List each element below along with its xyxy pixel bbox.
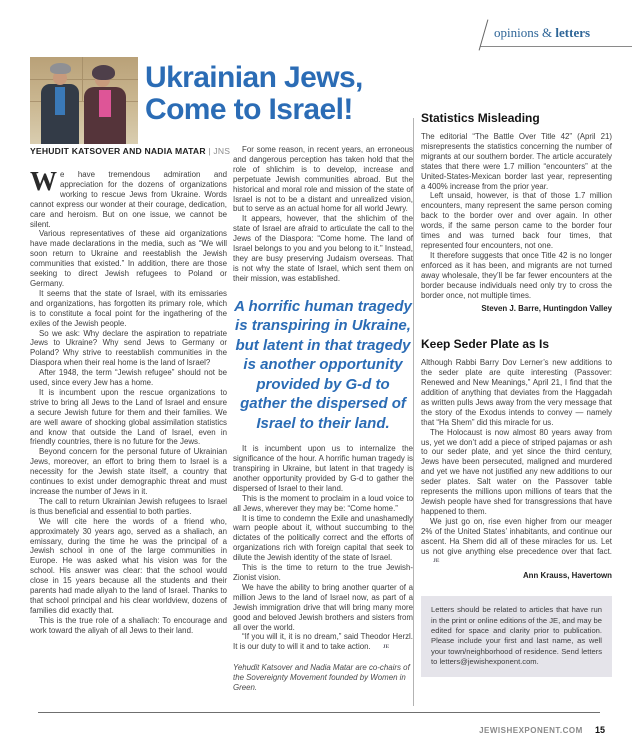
footer-page-number: 15 (594, 725, 605, 735)
footer-rule (38, 712, 600, 713)
paragraph-text: “If you will it, it is no dream,” said Theodor Herzl. It is our duty to will it and to take action. (233, 632, 413, 652)
slash-mark-icon (479, 19, 489, 50)
article-paragraph (30, 166, 227, 229)
paragraph-text: e have tremendous admiration and appreciation for the dozens of organizations working to rescue Jews from Ukraine. Words cannot express our wonder at their courage, dedication, care and heroism. But on one issue, we cannot be silent. (30, 170, 227, 229)
letters-policy-box: Letters should be related to articles that have run in the print or online editions of the JE, and may be edited for space and clarity prior to publication. Please include your first and last name, as well your town/neighborhood of residence. Send letters to letters@jewishexponent.com. (421, 596, 612, 676)
letter-paragraph: Although Rabbi Barry Dov Lerner’s new additions to the seder plate are quite interesting (Passover: Renewed and New Meanings,” April 21, I find that the addition of anything that deviates from the Haggadah as written pulls Jews away from the very message that the story of the Exodus intends to convey — namely that “Ha Shem” did this miracle for us. (421, 358, 612, 427)
article-paragraph: After 1948, the term “Jewish refugee” should not be used, since every Jew has a home. (30, 368, 227, 388)
article-byline (30, 146, 230, 156)
article-paragraph: This is the time to return to the true Jewish-Zionist vision. (233, 563, 413, 582)
section-tag-regular: opinions & (494, 25, 556, 40)
article-paragraph: For some reason, in recent years, an erroneous and dangerous perception has taken hold that the role of shlichim is to develop, increase and perpetuate Jewish communities abroad. But the historical and moral role and mission of the state of Israel is not to be a distant and unrealized vision, but to serve as an actual home for all world Jewry. (233, 145, 413, 214)
woman-left-shirt (55, 87, 65, 115)
letter-paragraph: Left unsaid, however, is that of those 1.7 million encounters, many represent the same person coming back to the border over and over again. In other words, if the same person came to the border four times and was turned back four times, that represented four encounters, not one. (421, 191, 612, 250)
letter-paragraph: The Holocaust is now almost 80 years away from us, yet we don’t add a piece of striped pajamas or ash to our seder plate, and yet since the third century, Jews have been persecuted, maligned and murdered and yet we have not justified any new additions to our seder plates. Salt water on the Passover table represents the millions upon millions of tears that the Jewish people have shed for transgressions that have happened to them. (421, 427, 612, 516)
article-paragraph (233, 632, 413, 653)
letter-heading-seder-plate: Keep Seder Plate as Is (421, 337, 550, 352)
article-column-1 (30, 166, 227, 636)
section-tag-bold: letters (555, 25, 591, 40)
letter-signature: Ann Krauss, Havertown (522, 571, 612, 581)
article-paragraph: Beyond concern for the personal future of Ukrainian Jews, moreover, an effort to bring them to Israel is a necessity for the Jewish state itself, a country that continues to exist under demographic threat and must increase the number of Jews in it. (30, 447, 227, 496)
letter-paragraph (421, 517, 612, 568)
author-credit: Yehudit Katsover and Nadia Matar are co-chairs of the Sovereignty Movement founded by Women in Green. (233, 663, 410, 693)
article-column-2 (233, 145, 413, 693)
pull-quote: A horrific human tragedy is transpiring in Ukraine, but latent in that tragedy is another opportunity provided by G-d to gather the dispersed of Israel to their land. (234, 297, 412, 432)
article-paragraph: It is incumbent upon the rescue organizations to strive to bring all Jews to the Land of Israel and ensure a secure Jewish future for them and their families. We are well aware of shocking global assimilation statistics and know that outside the Land of Israel, even in friendly countries, there is no future for the Jews. (30, 387, 227, 447)
letter-paragraph: It therefore suggests that once Title 42 is no longer enforced as it has been, and migrants are not turned away wholesale, they’ll be far fewer encounters at the border because individuals need only try to cross the border once, not multiple times. (421, 250, 612, 300)
article-title-line1: Ukrainian Jews, (145, 61, 363, 94)
article-paragraph: It is incumbent upon us to internalize the significance of the hour. A horrific human tragedy is transpiring in Ukraine, but latent in that tragedy is another opportunity provided by G-d to gather the dispersed of Israel to their land. (233, 444, 413, 493)
article-paragraph: We have the ability to bring another quarter of a million Jews to the land of Israel now, as part of a Jewish immigration drive that will bring many more good and beloved Jewish brothers and sisters from all over the world. (233, 582, 413, 632)
article-paragraph: It appears, however, that the shlichim of the state of Israel are afraid to articulate the call to the Jews of the Diaspora: “Come home. The land of Israel belongs to you and you belong to it.” Instead, they are busy preserving Judaism overseas. That is not why the state of Israel, which sent them on their mission, was established. (233, 214, 413, 283)
section-tag-label (494, 25, 590, 40)
article-paragraph: This is the true role of a shaliach: To encourage and work toward the aliyah of all Jews to their land. (30, 615, 227, 635)
page-footer (479, 725, 605, 735)
woman-left-cap (50, 63, 71, 74)
article-title (145, 62, 363, 126)
article-paragraph: Various representatives of these aid organizations have made declarations in the media, such as “We will soon return to Ukraine and reestablish the Jewish communities that existed.” In addition, there are those seeking to direct Jewish refugees to Poland or Germany. (30, 229, 227, 288)
article-paragraph: This is the moment to proclaim in a loud voice to all Jews, wherever they may be: “Come home.” (233, 493, 413, 513)
stone-joint-line (30, 79, 138, 80)
section-tag (480, 22, 632, 47)
paragraph-text: We just go on, rise even higher from our meager 2% of the United States’ inhabitants, and continue our ascent. Ha Shem did all of these miracles for us. Let us not give anything else precedence over that fact. (421, 516, 612, 556)
article-title-line2: Come to Israel! (145, 93, 353, 126)
woman-right-shirt (99, 90, 111, 117)
end-of-article-icon: JE (382, 644, 390, 651)
letter-heading-statistics: Statistics Misleading (421, 111, 540, 125)
authors-photo (30, 57, 138, 144)
column-divider (413, 118, 414, 706)
article-paragraph: The call to return Ukrainian Jewish refugees to Israel is thus beneficial and essential to both parties. (30, 496, 227, 516)
letters-column (421, 112, 612, 677)
end-of-article-icon: JE (433, 558, 440, 565)
byline-authors: YEHUDIT KATSOVER AND NADIA MATAR (30, 146, 206, 156)
footer-site-label: JEWISHEXPONENT.COM (479, 726, 583, 735)
article-paragraph: So we ask: Why declare the aspiration to repatriate Jews to Ukraine? Why send Jews to Germany or Poland? Why strive to reestablish communities in the Diaspora when their real home is the land of Israel? (30, 328, 227, 368)
letter-paragraph: The editorial “The Battle Over Title 42” (April 21) misrepresents the statistics concerning the number of migrants at our southern border. The article accurately states that there were 1.7 million “encounters” at the United-States-Mexican border last year, representing a 400% increase from the prior year. (421, 132, 612, 191)
drop-cap: W (30, 166, 57, 196)
byline-source: | JNS (208, 146, 231, 156)
article-paragraph: It is time to condemn the Exile and unashamedly warn people about it, without succumbing to the dictates of the politically correct and the efforts of organizations rich with foreign capital that seek to dilute the Jewish identity of the state of Israel. (233, 513, 413, 563)
article-paragraph: We will cite here the words of a friend who, approximately 30 years ago, served as a shaliach, an emissary, during the time he was the principal of a Jewish school in one of the large communities in Europe. He was asked what his vision was for the school. His answer was clear: that the school would close in 15 years because all the students and their parents had made aliyah to the land of Israel. Thanks to that school principal and his clear worldview, dozens of families did exactly that. (30, 516, 227, 615)
stone-joint-line (82, 57, 83, 101)
woman-right-headscarf (92, 65, 115, 80)
letter-signature: Steven J. Barre, Huntingdon Valley (481, 304, 612, 314)
article-paragraph: It seems that the state of Israel, with its emissaries and organizations, has forgotten its primary role, which is to constitute a focal point for the ingathering of the exiles of the Jewish people. (30, 288, 227, 328)
